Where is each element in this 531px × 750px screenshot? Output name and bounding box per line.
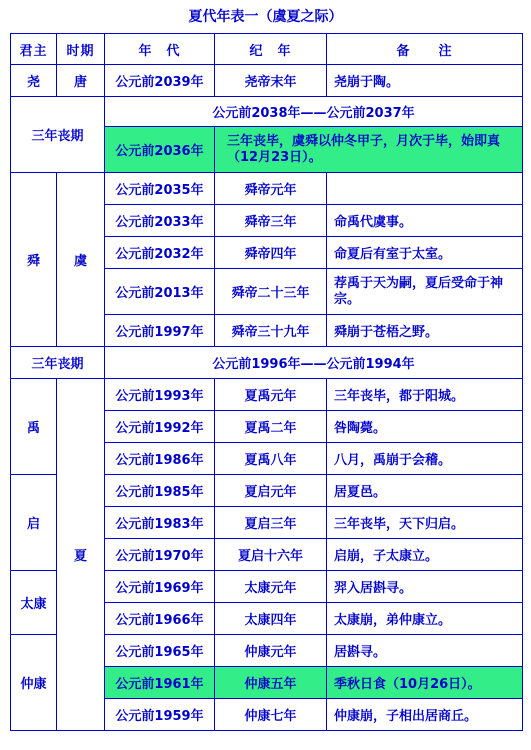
period-cell: 夏	[57, 379, 105, 731]
period-cell: 唐	[57, 65, 105, 97]
reign-cell: 太康元年	[215, 571, 327, 603]
reign-cell: 舜帝二十三年	[215, 269, 327, 315]
header-era: 年 代	[105, 34, 215, 65]
year-cell: 公元前1966年	[105, 603, 215, 635]
mourning-row	[11, 347, 523, 379]
ruler-cell: 启	[11, 475, 57, 571]
year-cell: 公元前1986年	[105, 443, 215, 475]
ruler-cell: 仲康	[11, 635, 57, 731]
ruler-cell: 太康	[11, 571, 57, 635]
table-row	[11, 173, 523, 205]
header-ruler: 君主	[11, 34, 57, 65]
note-cell: 居夏邑。	[327, 475, 523, 507]
note-cell: 三年丧毕，虞舜以仲冬甲子，月次于毕，始即真（12月23日）。	[215, 127, 523, 173]
note-cell: 咎陶薨。	[327, 411, 523, 443]
year-cell: 公元前2036年	[105, 127, 215, 173]
year-cell: 公元前2032年	[105, 237, 215, 269]
reign-cell: 夏禹八年	[215, 443, 327, 475]
reign-cell: 仲康七年	[215, 699, 327, 731]
year-cell: 公元前2039年	[105, 65, 215, 97]
year-cell: 公元前2035年	[105, 173, 215, 205]
reign-cell: 夏禹元年	[215, 379, 327, 411]
table-row	[11, 65, 523, 97]
mourning-row	[11, 97, 523, 127]
year-cell: 公元前1985年	[105, 475, 215, 507]
note-cell: 太康崩，弟仲康立。	[327, 603, 523, 635]
year-cell: 公元前2013年	[105, 269, 215, 315]
reign-cell: 舜帝四年	[215, 237, 327, 269]
year-cell: 公元前1961年	[105, 667, 215, 699]
ruler-cell: 尧	[11, 65, 57, 97]
note-cell: 荐禹于天为嗣，夏后受命于神宗。	[327, 269, 523, 315]
ruler-cell: 禹	[11, 379, 57, 475]
table-row	[11, 379, 523, 411]
ruler-cell: 舜	[11, 173, 57, 347]
chronology-table	[10, 33, 523, 731]
note-cell: 舜崩于苍梧之野。	[327, 315, 523, 347]
reign-cell: 舜帝三十九年	[215, 315, 327, 347]
reign-cell: 夏禹二年	[215, 411, 327, 443]
reign-cell: 舜帝元年	[215, 173, 327, 205]
year-cell: 公元前1969年	[105, 571, 215, 603]
year-cell: 公元前1983年	[105, 507, 215, 539]
reign-cell: 仲康元年	[215, 635, 327, 667]
note-cell: 季秋日食（10月26日）。	[327, 667, 523, 699]
note-cell: 尧崩于陶。	[327, 65, 523, 97]
reign-cell: 舜帝三年	[215, 205, 327, 237]
year-cell: 公元前1997年	[105, 315, 215, 347]
mourning-label: 三年丧期	[11, 97, 105, 173]
mourning-range: 公元前2038年——公元前2037年	[105, 97, 523, 127]
reign-cell: 仲康五年	[215, 667, 327, 699]
year-cell: 公元前1993年	[105, 379, 215, 411]
note-cell: 八月，禹崩于会稽。	[327, 443, 523, 475]
header-reign: 纪 年	[215, 34, 327, 65]
year-cell: 公元前1992年	[105, 411, 215, 443]
reign-cell: 夏启十六年	[215, 539, 327, 571]
year-cell: 公元前1959年	[105, 699, 215, 731]
note-cell	[327, 173, 523, 205]
reign-cell: 尧帝末年	[215, 65, 327, 97]
note-cell: 仲康崩，子相出居商丘。	[327, 699, 523, 731]
reign-cell: 夏启三年	[215, 507, 327, 539]
mourning-range: 公元前1996年——公元前1994年	[105, 347, 523, 379]
reign-cell: 太康四年	[215, 603, 327, 635]
header-period: 时期	[57, 34, 105, 65]
note-cell: 三年丧毕，天下归启。	[327, 507, 523, 539]
header-note: 备 注	[327, 34, 523, 65]
note-cell: 命夏后有室于太室。	[327, 237, 523, 269]
note-cell: 三年丧毕，都于阳城。	[327, 379, 523, 411]
note-cell: 命禹代虞事。	[327, 205, 523, 237]
mourning-label: 三年丧期	[11, 347, 105, 379]
year-cell: 公元前1970年	[105, 539, 215, 571]
year-cell: 公元前1965年	[105, 635, 215, 667]
note-cell: 羿入居斟寻。	[327, 571, 523, 603]
note-cell: 居斟寻。	[327, 635, 523, 667]
reign-cell: 夏启元年	[215, 475, 327, 507]
note-cell: 启崩，子太康立。	[327, 539, 523, 571]
period-cell: 虞	[57, 173, 105, 347]
page-title: 夏代年表一（虞夏之际）	[188, 9, 343, 25]
header-row	[11, 34, 523, 65]
year-cell: 公元前2033年	[105, 205, 215, 237]
